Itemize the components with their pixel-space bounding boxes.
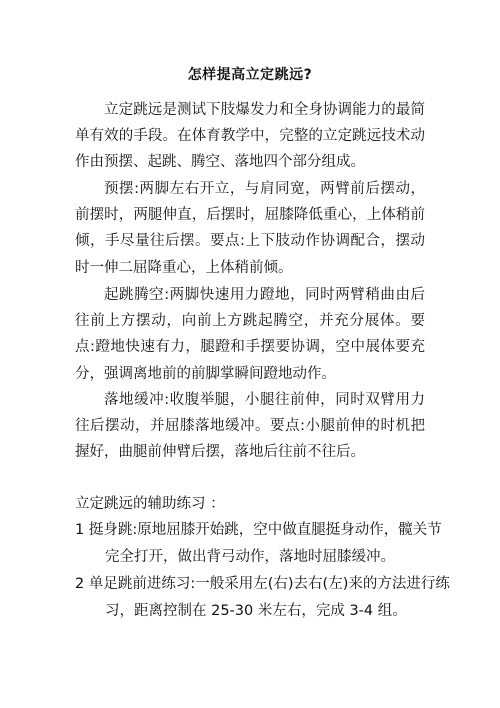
document-title: 怎样提高立定跳远? xyxy=(187,67,313,83)
landing-paragraph: 落地缓冲:收腹举腿，小腿往前伸，同时双臂用力往后摆动，并屈膝落地缓冲。要点:小腿前伸的时机把握好，曲腿前伸臂后摆，落地后往前不往后。 xyxy=(75,392,425,461)
takeoff-paragraph: 起跳腾空:两脚快速用力蹬地，同时两臂稍曲由后往前上方摆动，向前上方跳起腾空，并充分展体。要点:蹬地快速有力，腿蹬和手摆要协调，空中展体要充分，强调离地前的前脚掌瞬间蹬地动作。 xyxy=(75,287,425,382)
exercises-heading: 立定跳远的辅助练习 ： xyxy=(75,496,225,512)
exercise-item: 2 单足跳前进练习:一般采用左(右)去右(左)来的方法进行练习，距离控制在 25-30 米左右，完成 3-4 组。 xyxy=(75,576,450,619)
intro-paragraph: 立定跳远是测试下肢爆发力和全身协调能力的最简单有效的手段。在体育教学中，完整的立定跳远技术动作由预摆、起跳、腾空、落地四个部分组成。 xyxy=(75,102,425,171)
preswing-paragraph: 预摆:两脚左右开立，与肩同宽，两臂前后摆动，前摆时，两腿伸直，后摆时，屈膝降低重心，上体稍前倾，手尽量往后摆。要点:上下肢动作协调配合，摆动时一伸二屈降重心，上体稍前倾。 xyxy=(75,181,425,276)
exercise-item: 1 挺身跳:原地屈膝开始跳，空中做直腿挺身动作，髋关节完全打开，做出背弓动作，落地时屈膝缓冲。 xyxy=(75,522,442,565)
